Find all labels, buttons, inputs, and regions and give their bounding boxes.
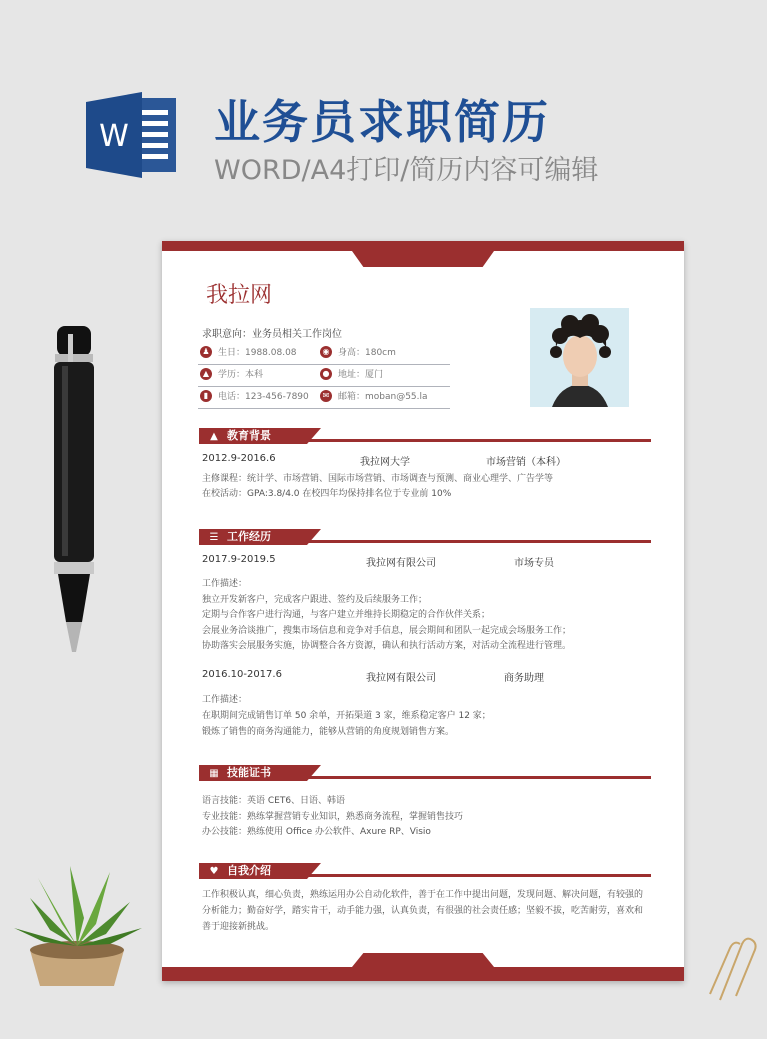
section-title: 自我介绍: [227, 864, 271, 877]
section-work: [199, 529, 651, 545]
job-company: 我拉网有限公司: [366, 673, 436, 684]
job-desc-line: 锻炼了销售的商务沟通能力，能够从营销的角度规划销售方案。: [202, 727, 455, 737]
pen-icon: [40, 326, 110, 656]
graduation-cap-icon: ▲: [210, 431, 218, 442]
info-row: [198, 342, 450, 365]
job-desc-title: 工作描述：: [202, 579, 248, 589]
about-line: 善于迎接新挑战。: [202, 922, 275, 932]
paperclip-icon: [700, 934, 760, 1004]
resume-sheet: [162, 241, 684, 981]
section-education: [199, 428, 651, 444]
top-tab: [352, 251, 494, 267]
bottom-bar: [162, 967, 684, 981]
section-skills: [199, 765, 651, 781]
edu-period: 2012.9-2016.6: [202, 453, 276, 464]
email-item: [320, 389, 428, 402]
job-desc-title: 工作描述：: [202, 695, 248, 705]
job-desc-line: 会展业务洽谈推广，搜集市场信息和竞争对手信息，展会期间和团队一起完成会场服务工作；: [202, 626, 572, 636]
heart-icon: ♥: [209, 866, 219, 877]
section-title: 技能证书: [227, 766, 271, 779]
user-icon: ♟: [200, 346, 212, 358]
profile-photo: [530, 308, 629, 407]
height-icon: ◉: [320, 346, 332, 358]
height-item: [320, 345, 396, 358]
job-period: 2016.10-2017.6: [202, 669, 282, 680]
phone-icon: ▮: [200, 390, 212, 402]
section-about: [199, 863, 651, 879]
edu-courses: 主修课程：统计学、市场营销、国际市场营销、市场调查与预测、商业心理学、广告学等: [202, 474, 554, 484]
grid-icon: ▦: [209, 768, 219, 779]
edu-activities: 在校活动：GPA:3.8/4.0 在校四年均保持排名位于专业前 10%: [202, 489, 452, 499]
skill-line: 专业技能：熟练掌握营销专业知识，熟悉商务流程，掌握销售技巧: [202, 812, 464, 822]
graduation-cap-icon: ▲: [200, 368, 212, 380]
job-company: 我拉网有限公司: [366, 558, 436, 569]
location-pin-icon: ●: [320, 368, 332, 380]
page-subtitle: WORD/A4打印/简历内容可编辑: [214, 155, 599, 186]
job-desc-line: 在职期间完成销售订单 50 余单，开拓渠道 3 家，维系稳定客户 12 家；: [202, 711, 491, 721]
top-bar: [162, 241, 684, 251]
birth-item: [200, 345, 297, 358]
address-item: [320, 367, 383, 380]
job-desc-line: 协助落实会展服务实施，协调整合各方资源，确认和执行活动方案，对活动全流程进行管理。: [202, 641, 572, 651]
job-role: 市场专员: [514, 558, 554, 569]
edu-school: 我拉网大学: [360, 457, 410, 468]
info-row: [198, 364, 450, 387]
phone-value: 电话：123-456-7890: [218, 392, 309, 402]
email-value: 邮箱：moban@55.la: [338, 392, 428, 402]
candidate-name: 我拉网: [206, 283, 273, 308]
bottom-tab: [352, 953, 494, 967]
edu-major: 市场营销（本科）: [486, 457, 566, 468]
section-title: 工作经历: [227, 530, 271, 543]
mail-icon: ✉: [320, 390, 332, 402]
height-value: 身高：180cm: [338, 348, 396, 358]
address-value: 地址：厦门: [338, 370, 384, 380]
job-desc-line: 定期与合作客户进行沟通，与客户建立并维持长期稳定的合作伙伴关系；: [202, 610, 491, 620]
education-value: 学历：本科: [218, 370, 264, 380]
section-title: 教育背景: [227, 429, 271, 442]
skill-line: 语言技能：英语 CET6、日语、韩语: [202, 796, 346, 806]
education-item: [200, 367, 263, 380]
job-role: 商务助理: [504, 673, 544, 684]
info-row: [198, 386, 450, 409]
birth-value: 生日：1988.08.08: [218, 348, 297, 358]
about-line: 分析能力；勤奋好学，踏实肯干，动手能力强，认真负责，有很强的社会责任感；坚毅不拔，吃苦耐劳，喜欢和: [202, 906, 644, 916]
about-line: 工作积极认真，细心负责，熟练运用办公自动化软件，善于在工作中提出问题，发现问题、解决问题，有较强的: [202, 890, 644, 900]
job-intention: 求职意向：业务员相关工作岗位: [202, 329, 342, 340]
phone-item: [200, 389, 309, 402]
plant-icon: [10, 858, 145, 988]
word-logo-icon: [86, 92, 178, 178]
page-title: 业务员求职简历: [214, 95, 550, 149]
list-icon: ☰: [209, 532, 219, 543]
job-desc-line: 独立开发新客户，完成客户跟进、签约及后续服务工作；: [202, 595, 428, 605]
job-period: 2017.9-2019.5: [202, 554, 276, 565]
word-logo-letter: W: [99, 119, 129, 154]
skill-line: 办公技能：熟练使用 Office 办公软件、Axure RP、Visio: [202, 827, 431, 837]
